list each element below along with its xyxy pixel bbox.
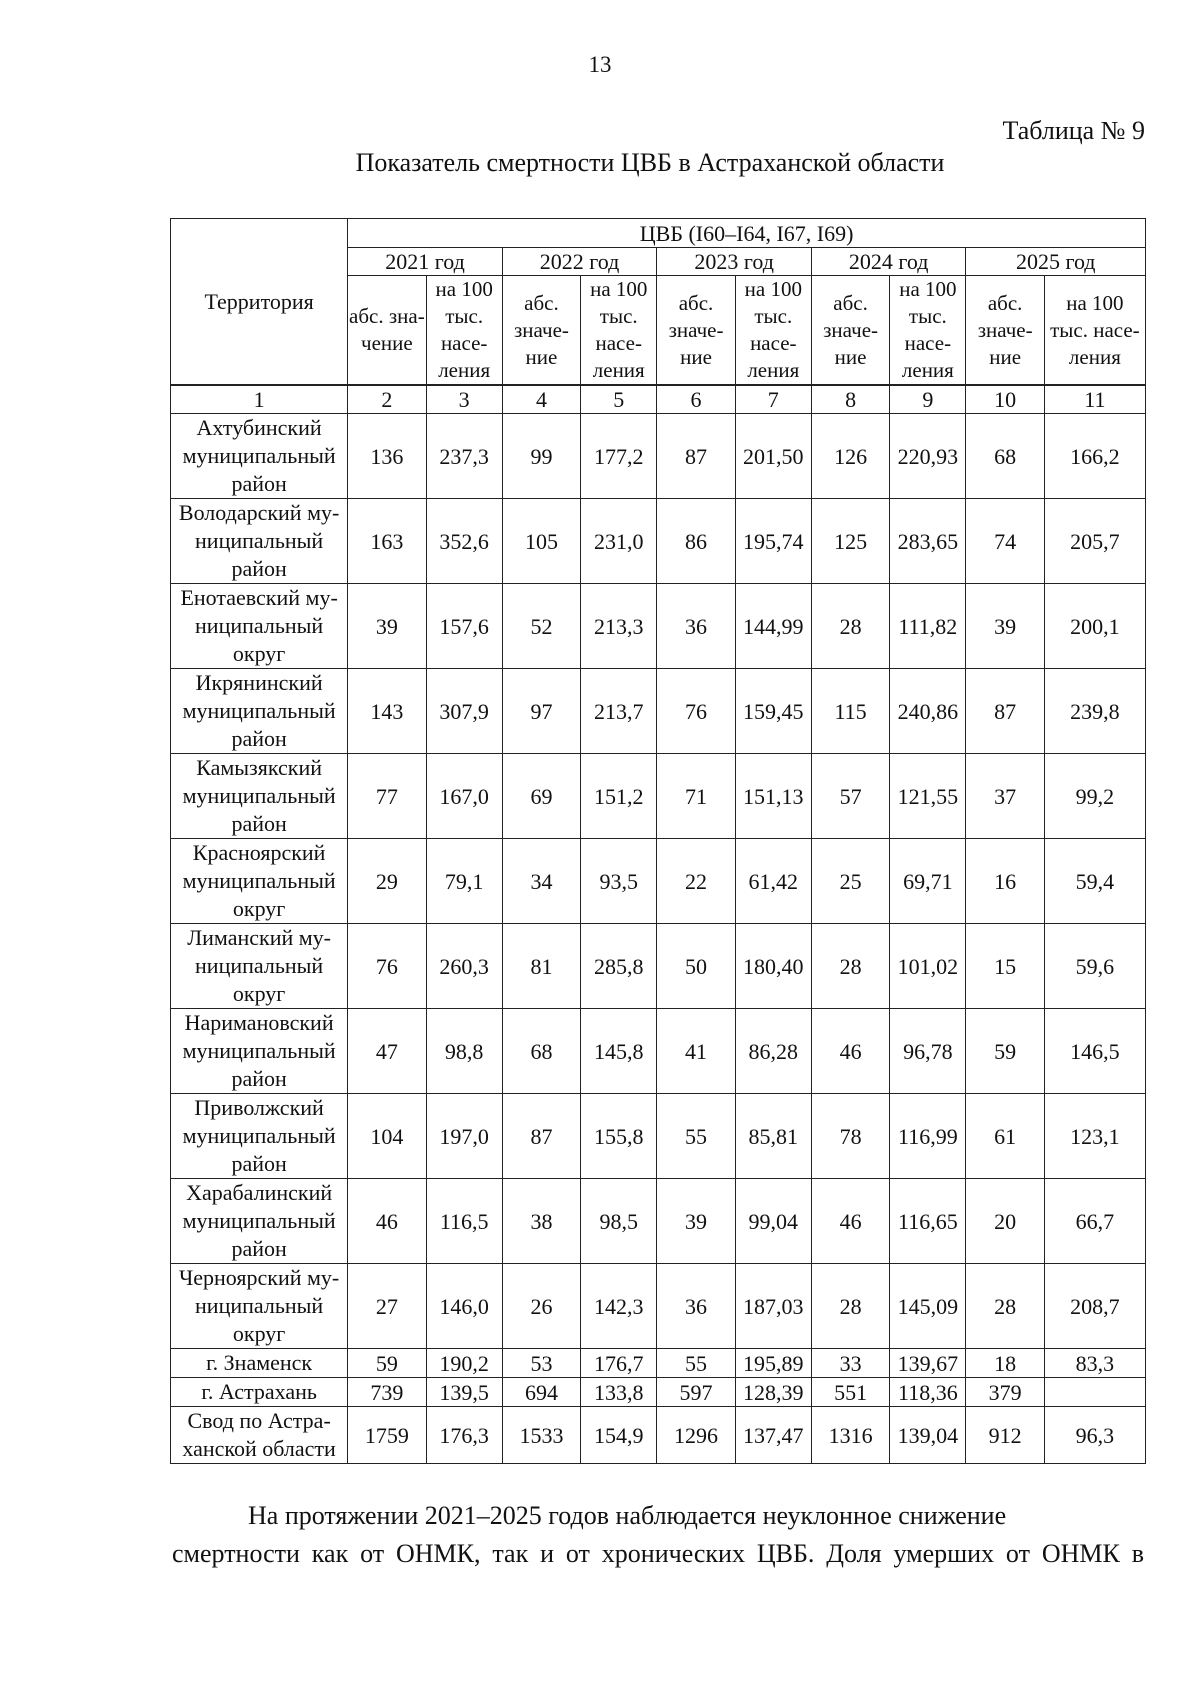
rate-value-cell: 96,3 (1044, 1407, 1145, 1464)
table-title: Показатель смертности ЦВБ в Астраханской области (355, 148, 945, 177)
rate-value-cell: 239,8 (1044, 669, 1145, 754)
rate-value-cell: 59,6 (1044, 924, 1145, 1009)
territory-cell: Камызякский муниципальный район (171, 754, 348, 839)
rate-value-cell: 69,71 (890, 839, 966, 924)
abs-value-cell: 29 (348, 839, 426, 924)
rate-value-cell: 146,5 (1044, 1009, 1145, 1094)
abs-value-cell: 47 (348, 1009, 426, 1094)
rate-value-cell: 116,99 (890, 1094, 966, 1179)
abs-value-cell: 59 (966, 1009, 1044, 1094)
rate-value-cell: 213,3 (581, 584, 657, 669)
column-number-cell: 1 (171, 385, 348, 414)
abs-value-cell: 81 (502, 924, 580, 1009)
territory-header: Территория (171, 219, 348, 386)
territory-cell: Красноярский муниципальный округ (171, 839, 348, 924)
rate-value-cell: 79,1 (426, 839, 502, 924)
territory-cell: Ахтубинский муниципальный район (171, 414, 348, 499)
abs-value-cell: 18 (966, 1349, 1044, 1378)
abs-value-cell: 34 (502, 839, 580, 924)
table-row (171, 924, 1146, 1009)
rate-value-cell: 59,4 (1044, 839, 1145, 924)
abs-value-cell: 61 (966, 1094, 1044, 1179)
abs-value-cell: 76 (657, 669, 735, 754)
rate-value-cell: 307,9 (426, 669, 502, 754)
abs-value-cell: 99 (502, 414, 580, 499)
table-row (171, 1378, 1146, 1407)
rate-value-cell: 285,8 (581, 924, 657, 1009)
rate-value-cell: 83,3 (1044, 1349, 1145, 1378)
rate-value-cell: 133,8 (581, 1378, 657, 1407)
abs-value-cell: 57 (811, 754, 889, 839)
abs-value-cell: 694 (502, 1378, 580, 1407)
year-header: 2025 год (966, 248, 1146, 276)
abs-value-cell: 39 (657, 1179, 735, 1264)
table-row (171, 1264, 1146, 1349)
rate-value-cell: 111,82 (890, 584, 966, 669)
abs-value-cell: 68 (502, 1009, 580, 1094)
body-paragraph-line-1: На протяжении 2021–2025 годов наблюдается неуклонное снижение (248, 1501, 1007, 1530)
table-row (171, 1407, 1146, 1464)
page-number: 13 (588, 52, 612, 77)
rate-value-cell: 99,04 (735, 1179, 811, 1264)
abs-value-cell: 41 (657, 1009, 735, 1094)
rate-value-cell: 98,5 (581, 1179, 657, 1264)
rate-value-cell: 352,6 (426, 499, 502, 584)
table-row (171, 499, 1146, 584)
column-number-cell: 7 (735, 385, 811, 414)
rate-value-cell: 176,3 (426, 1407, 502, 1464)
abs-value-cell: 125 (811, 499, 889, 584)
rate-value-cell: 157,6 (426, 584, 502, 669)
rate-header: на 100 тыс. насе-ления (735, 276, 811, 386)
territory-cell: Черноярский му-ниципальный округ (171, 1264, 348, 1349)
rate-value-cell: 159,45 (735, 669, 811, 754)
abs-value-header: абс. значе-ние (811, 276, 889, 386)
abs-value-cell: 37 (966, 754, 1044, 839)
rate-value-cell: 139,5 (426, 1378, 502, 1407)
rate-value-cell: 145,09 (890, 1264, 966, 1349)
abs-value-header: абс. значе-ние (657, 276, 735, 386)
rate-value-cell: 201,50 (735, 414, 811, 499)
rate-value-cell: 139,67 (890, 1349, 966, 1378)
abs-value-cell: 77 (348, 754, 426, 839)
abs-value-cell: 739 (348, 1378, 426, 1407)
rate-value-cell: 195,74 (735, 499, 811, 584)
table-row (171, 1094, 1146, 1179)
column-number-cell: 9 (890, 385, 966, 414)
abs-value-cell: 46 (811, 1179, 889, 1264)
rate-value-cell: 99,2 (1044, 754, 1145, 839)
abs-value-cell: 39 (966, 584, 1044, 669)
rate-value-cell: 145,8 (581, 1009, 657, 1094)
rate-value-cell: 208,7 (1044, 1264, 1145, 1349)
table-row (171, 1179, 1146, 1264)
rate-value-cell: 146,0 (426, 1264, 502, 1349)
rate-value-cell: 61,42 (735, 839, 811, 924)
abs-value-cell: 16 (966, 839, 1044, 924)
rate-value-cell: 101,02 (890, 924, 966, 1009)
abs-value-cell: 74 (966, 499, 1044, 584)
table-label: Таблица № 9 (1002, 116, 1145, 145)
table-row (171, 754, 1146, 839)
table-row (171, 669, 1146, 754)
rate-value-cell: 190,2 (426, 1349, 502, 1378)
rate-value-cell: 155,8 (581, 1094, 657, 1179)
territory-cell: Икрянинский муниципальный район (171, 669, 348, 754)
rate-value-cell: 139,04 (890, 1407, 966, 1464)
abs-value-cell: 71 (657, 754, 735, 839)
abs-value-cell: 912 (966, 1407, 1044, 1464)
abs-value-cell: 115 (811, 669, 889, 754)
rate-value-cell: 176,7 (581, 1349, 657, 1378)
abs-value-cell: 39 (348, 584, 426, 669)
abs-value-cell: 46 (348, 1179, 426, 1264)
rate-header: на 100 тыс. насе-ления (890, 276, 966, 386)
column-number-cell: 11 (1044, 385, 1145, 414)
rate-value-cell: 213,7 (581, 669, 657, 754)
table-body (171, 385, 1146, 1464)
abs-value-header: абс. зна-чение (348, 276, 426, 386)
territory-cell: г. Астрахань (171, 1378, 348, 1407)
rate-value-cell: 118,36 (890, 1378, 966, 1407)
abs-value-cell: 22 (657, 839, 735, 924)
rate-value-cell: 93,5 (581, 839, 657, 924)
abs-value-cell: 50 (657, 924, 735, 1009)
rate-header: на 100 тыс. насе-ления (581, 276, 657, 386)
abs-value-cell: 163 (348, 499, 426, 584)
territory-cell: Приволжский муниципальный район (171, 1094, 348, 1179)
rate-value-cell: 200,1 (1044, 584, 1145, 669)
rate-value-cell: 121,55 (890, 754, 966, 839)
rate-value-cell: 237,3 (426, 414, 502, 499)
abs-value-cell: 28 (811, 924, 889, 1009)
rate-value-cell: 205,7 (1044, 499, 1145, 584)
rate-value-cell: 231,0 (581, 499, 657, 584)
rate-value-cell: 66,7 (1044, 1179, 1145, 1264)
rate-value-cell: 187,03 (735, 1264, 811, 1349)
abs-value-cell: 143 (348, 669, 426, 754)
column-number-row (171, 385, 1146, 414)
abs-value-cell: 68 (966, 414, 1044, 499)
abs-value-cell: 379 (966, 1378, 1044, 1407)
rate-value-cell: 151,2 (581, 754, 657, 839)
rate-value-cell: 144,99 (735, 584, 811, 669)
body-paragraph-line-2: смертности как от ОНМК, так и от хронических ЦВБ. Доля умерших от ОНМК в (172, 1539, 1144, 1568)
rate-header: на 100 тыс. насе-ления (426, 276, 502, 386)
territory-cell: Володарский му-ниципальный район (171, 499, 348, 584)
abs-value-header: абс. значе-ние (966, 276, 1044, 386)
year-header: 2021 год (348, 248, 503, 276)
rate-value-cell (1044, 1378, 1145, 1407)
abs-value-cell: 46 (811, 1009, 889, 1094)
abs-value-cell: 36 (657, 584, 735, 669)
column-number-cell: 10 (966, 385, 1044, 414)
abs-value-cell: 15 (966, 924, 1044, 1009)
abs-value-cell: 104 (348, 1094, 426, 1179)
abs-value-cell: 87 (966, 669, 1044, 754)
abs-value-cell: 551 (811, 1378, 889, 1407)
rate-value-cell: 142,3 (581, 1264, 657, 1349)
rate-value-cell: 128,39 (735, 1378, 811, 1407)
year-header: 2023 год (657, 248, 812, 276)
table-row (171, 584, 1146, 669)
abs-value-cell: 97 (502, 669, 580, 754)
abs-value-cell: 38 (502, 1179, 580, 1264)
rate-value-cell: 137,47 (735, 1407, 811, 1464)
abs-value-cell: 52 (502, 584, 580, 669)
rate-value-cell: 85,81 (735, 1094, 811, 1179)
abs-value-cell: 28 (811, 584, 889, 669)
group-header: ЦВБ (I60–I64, I67, I69) (348, 219, 1146, 248)
rate-value-cell: 195,89 (735, 1349, 811, 1378)
rate-value-cell: 260,3 (426, 924, 502, 1009)
rate-value-cell: 123,1 (1044, 1094, 1145, 1179)
abs-value-cell: 78 (811, 1094, 889, 1179)
rate-value-cell: 166,2 (1044, 414, 1145, 499)
rate-value-cell: 220,93 (890, 414, 966, 499)
abs-value-cell: 76 (348, 924, 426, 1009)
abs-value-cell: 20 (966, 1179, 1044, 1264)
abs-value-cell: 1296 (657, 1407, 735, 1464)
column-number-cell: 5 (581, 385, 657, 414)
abs-value-cell: 1759 (348, 1407, 426, 1464)
rate-value-cell: 283,65 (890, 499, 966, 584)
abs-value-cell: 25 (811, 839, 889, 924)
rate-value-cell: 96,78 (890, 1009, 966, 1094)
abs-value-cell: 36 (657, 1264, 735, 1349)
rate-value-cell: 167,0 (426, 754, 502, 839)
rate-value-cell: 177,2 (581, 414, 657, 499)
rate-value-cell: 151,13 (735, 754, 811, 839)
abs-value-cell: 28 (811, 1264, 889, 1349)
territory-cell: Харабалинский муниципальный район (171, 1179, 348, 1264)
abs-value-cell: 55 (657, 1094, 735, 1179)
year-header: 2024 год (811, 248, 966, 276)
rate-value-cell: 116,65 (890, 1179, 966, 1264)
abs-value-cell: 105 (502, 499, 580, 584)
table-row (171, 839, 1146, 924)
territory-cell: Лиманский му-ниципальный округ (171, 924, 348, 1009)
abs-value-cell: 597 (657, 1378, 735, 1407)
abs-value-cell: 136 (348, 414, 426, 499)
abs-value-cell: 86 (657, 499, 735, 584)
abs-value-cell: 1316 (811, 1407, 889, 1464)
table-header (171, 219, 1146, 386)
abs-value-cell: 1533 (502, 1407, 580, 1464)
table-row (171, 1009, 1146, 1094)
rate-value-cell: 154,9 (581, 1407, 657, 1464)
year-header: 2022 год (502, 248, 657, 276)
rate-value-cell: 197,0 (426, 1094, 502, 1179)
abs-value-cell: 87 (657, 414, 735, 499)
abs-value-cell: 26 (502, 1264, 580, 1349)
rate-value-cell: 116,5 (426, 1179, 502, 1264)
territory-cell: Енотаевский му-ниципальный округ (171, 584, 348, 669)
abs-value-cell: 53 (502, 1349, 580, 1378)
territory-cell: Наримановский муниципальный район (171, 1009, 348, 1094)
column-number-cell: 2 (348, 385, 426, 414)
territory-cell: Свод по Астра-ханской области (171, 1407, 348, 1464)
rate-header: на 100 тыс. насе-ления (1044, 276, 1145, 386)
rate-value-cell: 98,8 (426, 1009, 502, 1094)
abs-value-cell: 126 (811, 414, 889, 499)
column-number-cell: 6 (657, 385, 735, 414)
abs-value-cell: 27 (348, 1264, 426, 1349)
mortality-table (170, 218, 1146, 1464)
abs-value-cell: 55 (657, 1349, 735, 1378)
abs-value-cell: 33 (811, 1349, 889, 1378)
rate-value-cell: 240,86 (890, 669, 966, 754)
abs-value-cell: 59 (348, 1349, 426, 1378)
abs-value-header: абс. значе-ние (502, 276, 580, 386)
column-number-cell: 3 (426, 385, 502, 414)
column-number-cell: 8 (811, 385, 889, 414)
table-row (171, 1349, 1146, 1378)
territory-cell: г. Знаменск (171, 1349, 348, 1378)
table-row (171, 414, 1146, 499)
rate-value-cell: 86,28 (735, 1009, 811, 1094)
abs-value-cell: 28 (966, 1264, 1044, 1349)
abs-value-cell: 87 (502, 1094, 580, 1179)
column-number-cell: 4 (502, 385, 580, 414)
abs-value-cell: 69 (502, 754, 580, 839)
rate-value-cell: 180,40 (735, 924, 811, 1009)
